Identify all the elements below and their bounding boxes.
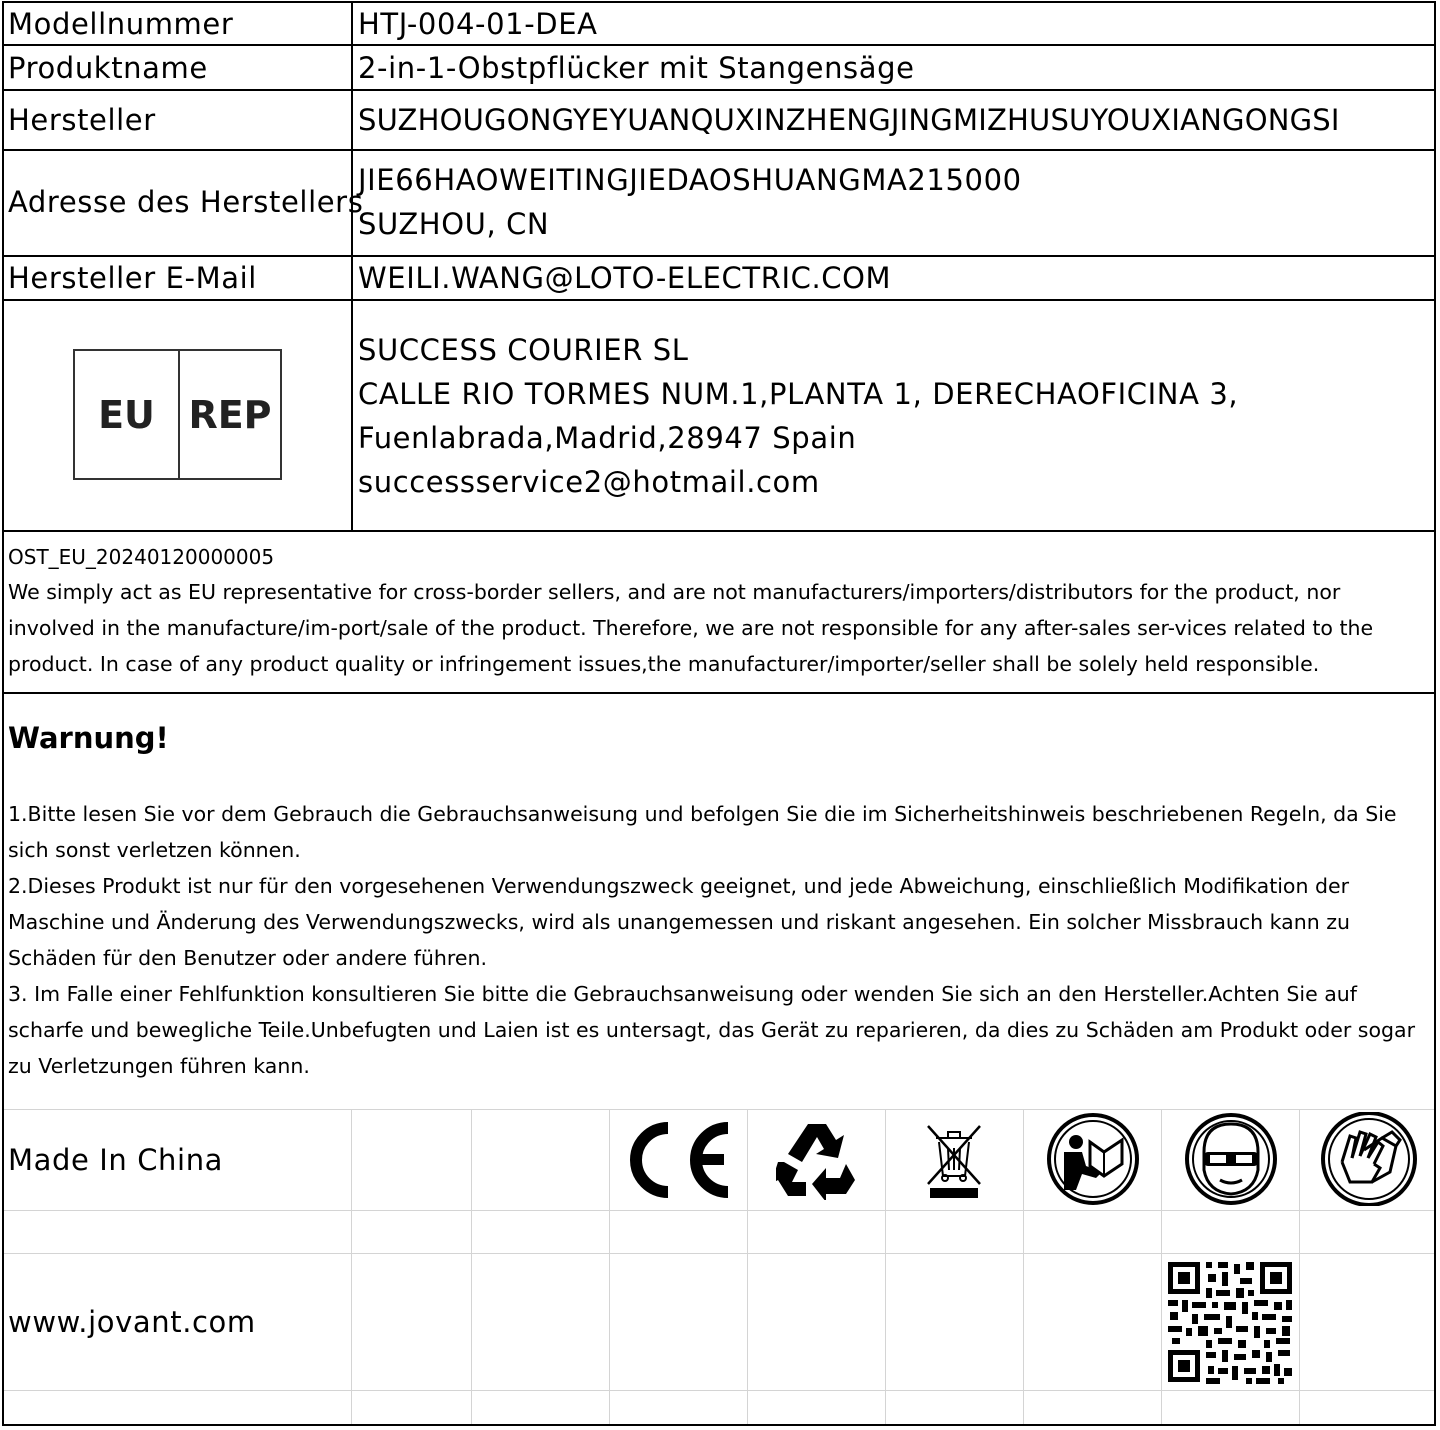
warning-line: Maschine und Änderung des Verwendungszwecks, wird als unangemessen und riskant angesehen. Ein solcher Missbrauch kann zu (8, 910, 1350, 934)
eu-rep-right-text: REP (188, 393, 272, 437)
disclaimer-line: involved in the manufacture/im-port/sale of the product. Therefore, we are not responsible for any after-sales ser-vices related to the (8, 616, 1374, 640)
column-divider (351, 1, 353, 532)
model-value: HTJ-004-01-DEA (358, 7, 598, 41)
grid-line (4, 1210, 1434, 1211)
eu-rep-symbol (73, 349, 282, 480)
wear-goggles-icon (1184, 1112, 1278, 1206)
website-link[interactable]: www.jovant.com (8, 1305, 256, 1339)
disclaimer-code: OST_EU_20240120000005 (8, 545, 275, 569)
row-divider (2, 44, 1436, 46)
warning-line: scharfe und bewegliche Teile.Unbefugten und Laien ist es untersagt, das Gerät zu reparieren, da dies zu Schäden am Produkt oder sogar (8, 1018, 1416, 1042)
address-label: Adresse des Herstellers (8, 185, 364, 219)
email-value: WEILI.WANG@LOTO-ELECTRIC.COM (358, 261, 892, 295)
eu-rep-name: SUCCESS COURIER SL (358, 333, 689, 367)
address-line-2: SUZHOU, CN (358, 207, 550, 241)
origin-text: Made In China (8, 1143, 224, 1177)
grid-line (1023, 1109, 1024, 1424)
manufacturer-label: Hersteller (8, 103, 156, 137)
address-line-1: JIE66HAOWEITINGJIEDAOSHUANGMA215000 (358, 163, 1022, 197)
warning-line: sich sonst verletzen können. (8, 838, 301, 862)
row-divider (2, 89, 1436, 91)
warning-line: zu Verletzungen führen kann. (8, 1054, 310, 1078)
grid-line (4, 1390, 1434, 1391)
row-divider (2, 692, 1436, 694)
grid-line (1299, 1109, 1300, 1424)
grid-line (1161, 1109, 1162, 1424)
model-label: Modellnummer (8, 7, 234, 41)
grid-line (351, 1109, 352, 1424)
product-value: 2-in-1-Obstpflücker mit Stangensäge (358, 51, 915, 85)
read-manual-icon (1046, 1112, 1140, 1206)
ce-mark-icon (624, 1120, 734, 1200)
eu-rep-street: CALLE RIO TORMES NUM.1,PLANTA 1, DERECHAOFICINA 3, (358, 377, 1239, 411)
grid-line (4, 1253, 1434, 1254)
grid-line (4, 1109, 1434, 1110)
grid-line (747, 1109, 748, 1424)
disclaimer-line: product. In case of any product quality or infringement issues,the manufacturer/importer/seller shall be solely held responsible. (8, 652, 1320, 676)
eu-rep-left-text: EU (98, 393, 155, 437)
wear-gloves-icon (1320, 1112, 1420, 1206)
disclaimer-line: We simply act as EU representative for cross-border sellers, and are not manufacturers/importers/distributors for the product, nor (8, 580, 1341, 604)
recycle-icon (776, 1118, 858, 1200)
eu-rep-email: successservice2@hotmail.com (358, 465, 820, 499)
row-divider (2, 255, 1436, 257)
row-divider (2, 530, 1436, 532)
grid-line (471, 1109, 472, 1424)
product-label: Produktname (8, 51, 208, 85)
warning-line: 3. Im Falle einer Fehlfunktion konsultieren Sie bitte die Gebrauchsanweisung oder wenden Sie sich an den Hersteller.Achten Sie auf (8, 982, 1357, 1006)
row-divider (2, 149, 1436, 151)
warning-line: 1.Bitte lesen Sie vor dem Gebrauch die Gebrauchsanweisung und befolgen Sie die im Sicherheitshinweis beschriebenen Regeln, da Sie (8, 802, 1397, 826)
weee-bin-icon (922, 1120, 986, 1200)
warning-title: Warnung! (8, 721, 169, 755)
email-label: Hersteller E-Mail (8, 261, 257, 295)
row-divider (2, 299, 1436, 301)
warning-line: 2.Dieses Produkt ist nur für den vorgesehenen Verwendungszweck geeignet, und jede Abweichung, einschließlich Modifikation der (8, 874, 1350, 898)
qr-code-icon (1166, 1260, 1296, 1386)
warning-line: Schäden für den Benutzer oder andere führen. (8, 946, 487, 970)
manufacturer-value: SUZHOUGONGYEYUANQUXINZHENGJINGMIZHUSUYOUXIANGONGSI (358, 103, 1340, 137)
grid-line (609, 1109, 610, 1424)
grid-line (885, 1109, 886, 1424)
eu-rep-city: Fuenlabrada,Madrid,28947 Spain (358, 421, 857, 455)
